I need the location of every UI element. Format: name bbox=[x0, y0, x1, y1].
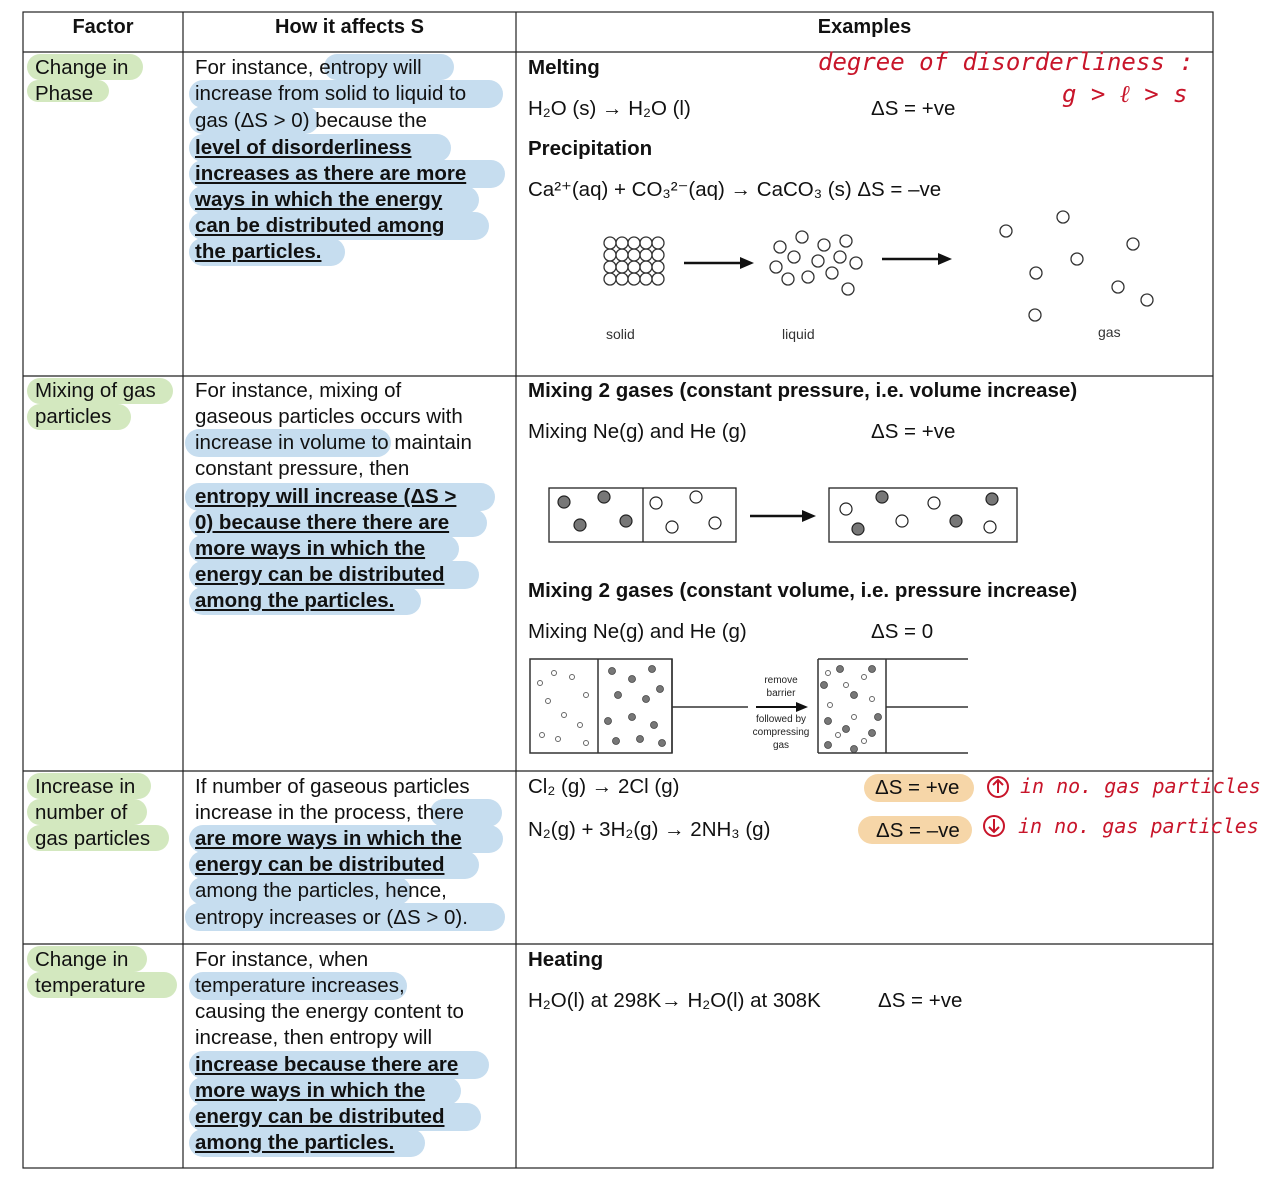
mixing-constant-pressure-title: Mixing 2 gases (constant pressure, i.e. volume increase) bbox=[528, 379, 1078, 402]
label-gas: gas bbox=[1098, 324, 1121, 340]
row2-factor-line2: particles bbox=[35, 405, 112, 428]
row4-how-line: increase, then entropy will bbox=[195, 1026, 433, 1049]
row4-how-line: increase because there are bbox=[195, 1053, 459, 1076]
chlorine-equation: Cl₂ (g) → 2Cl (g) bbox=[528, 775, 680, 798]
row2-how-line: increase in volume to maintain bbox=[195, 431, 472, 454]
precipitation-title: Precipitation bbox=[528, 137, 653, 160]
row4-factor-line2: temperature bbox=[35, 974, 146, 997]
handwritten-disorder-order: g > ℓ > s bbox=[1062, 80, 1188, 108]
precipitation-equation: Ca²⁺(aq) + CO₃²⁻(aq) → CaCO₃ (s) ΔS = –ve bbox=[528, 178, 942, 201]
ammonia-delta-s: ΔS = –ve bbox=[876, 819, 960, 842]
arrow-text-followed: followed by bbox=[755, 714, 807, 725]
melting-title: Melting bbox=[528, 56, 600, 79]
label-liquid: liquid bbox=[782, 326, 815, 342]
row3-factor-line2: number of bbox=[35, 801, 128, 824]
label-solid: solid bbox=[606, 326, 635, 342]
row1-how-line: level of disorderliness bbox=[195, 136, 412, 159]
row3-how-line: energy can be distributed bbox=[195, 853, 445, 876]
row1-how-line: gas (ΔS > 0) because the bbox=[195, 109, 427, 132]
row3-how-line: are more ways in which the bbox=[195, 827, 462, 850]
row1-how-line: For instance, entropy will bbox=[195, 56, 422, 79]
row2-how-line: For instance, mixing of bbox=[195, 379, 402, 402]
row4-how-line: more ways in which the bbox=[195, 1079, 426, 1102]
mixing-constant-volume-ds: ΔS = 0 bbox=[871, 620, 934, 643]
arrow-text-barrier: barrier bbox=[766, 688, 796, 699]
heating-equation: H₂O(l) at 298K→ H₂O(l) at 308K bbox=[528, 989, 821, 1012]
melting-equation: H₂O (s) → H₂O (l) bbox=[528, 97, 691, 120]
row1-how-line: can be distributed among bbox=[195, 214, 445, 237]
mixing-constant-pressure-ds: ΔS = +ve bbox=[871, 420, 956, 443]
note-increase-gas-particles: in no. gas particles bbox=[1020, 774, 1261, 798]
row2-how-line: entropy will increase (ΔS > bbox=[195, 485, 457, 508]
row1-factor-line1: Change in bbox=[35, 56, 129, 79]
mixing-constant-pressure-eq: Mixing Ne(g) and He (g) bbox=[528, 420, 747, 443]
mixing-constant-volume-eq: Mixing Ne(g) and He (g) bbox=[528, 620, 747, 643]
row1-factor-line2: Phase bbox=[35, 82, 94, 105]
row1-how-line: the particles. bbox=[195, 240, 322, 263]
arrow-text-remove: remove bbox=[764, 675, 798, 686]
row4-how-line: energy can be distributed bbox=[195, 1105, 445, 1128]
row3-how-line: increase in the process, there bbox=[195, 801, 464, 824]
heating-delta-s: ΔS = +ve bbox=[878, 989, 963, 1012]
header-factor: Factor bbox=[72, 16, 134, 38]
row1-how-line: increases as there are more bbox=[195, 162, 467, 185]
row3-factor-line1: Increase in bbox=[35, 775, 136, 798]
row4-factor-line1: Change in bbox=[35, 948, 129, 971]
row2-how-line: 0) because there there are bbox=[195, 511, 450, 534]
row3-factor-line3: gas particles bbox=[35, 827, 151, 850]
row4-how-line: among the particles. bbox=[195, 1131, 395, 1154]
note-decrease-gas-particles: in no. gas particles bbox=[1018, 814, 1259, 838]
melting-delta-s: ΔS = +ve bbox=[871, 97, 956, 120]
row3-how-line: entropy increases or (ΔS > 0). bbox=[195, 906, 468, 929]
phase-change-diagram bbox=[580, 205, 1180, 345]
row4-how-line: temperature increases, bbox=[195, 974, 405, 997]
row3-how-line: If number of gaseous particles bbox=[195, 775, 470, 798]
decrease-arrow-icon bbox=[982, 814, 1008, 840]
mixing-volume-diagram bbox=[548, 487, 1028, 547]
handwritten-disorder-note: degree of disorderliness : bbox=[818, 48, 1194, 76]
row2-how-line: energy can be distributed bbox=[195, 563, 445, 586]
arrow-text-compressing: compressing bbox=[752, 727, 810, 738]
row4-how-line: causing the energy content to bbox=[195, 1000, 464, 1023]
header-examples: Examples bbox=[817, 16, 912, 38]
increase-arrow-icon bbox=[986, 775, 1012, 801]
chlorine-delta-s: ΔS = +ve bbox=[875, 776, 960, 799]
row4-how-line: For instance, when bbox=[195, 948, 369, 971]
mixing-constant-volume-title: Mixing 2 gases (constant volume, i.e. pressure increase) bbox=[528, 579, 1078, 602]
row2-how-line: gaseous particles occurs with bbox=[195, 405, 463, 428]
row1-how-line: ways in which the energy bbox=[195, 188, 443, 211]
ammonia-equation: N₂(g) + 3H₂(g) → 2NH₃ (g) bbox=[528, 818, 771, 841]
arrow-text-gas: gas bbox=[772, 740, 790, 751]
row2-how-line: more ways in which the bbox=[195, 537, 426, 560]
row2-how-line: among the particles. bbox=[195, 589, 395, 612]
row3-how-line: among the particles, hence, bbox=[195, 879, 447, 902]
row2-how-line: constant pressure, then bbox=[195, 457, 410, 480]
heating-title: Heating bbox=[528, 948, 604, 971]
header-how: How it affects S bbox=[275, 16, 424, 38]
row2-factor-line1: Mixing of gas bbox=[35, 379, 156, 402]
row1-how-line: increase from solid to liquid to bbox=[195, 82, 467, 105]
